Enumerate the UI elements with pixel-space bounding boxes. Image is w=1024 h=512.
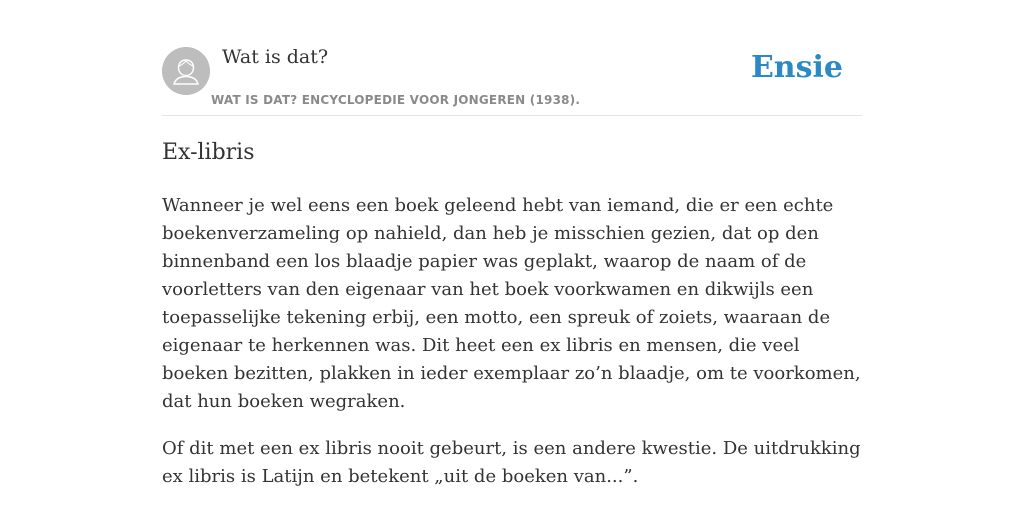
- article-title: Ex-libris: [162, 140, 255, 165]
- author-name[interactable]: Wat is dat?: [222, 46, 329, 68]
- author-avatar[interactable]: [162, 47, 210, 95]
- user-icon: [162, 47, 210, 95]
- article-paragraph: Of dit met een ex libris nooit gebeurt, is een andere kwestie. De uitdrukking ex libris is Latijn en betekent „uit de boeken van...”.: [162, 438, 861, 487]
- article-paragraph: Wanneer je wel eens een boek geleend hebt van iemand, die er een echte boekenverzameling op nahield, dan heb je misschien gezien, dat op den binnenband een los blaadje papier was geplakt, waarop de naam of de voorletters van den eigenaar van het boek voorkwamen en dikwijls een toepasselijke tekening erbij, een motto, een spreuk of zoiets, waaraan de eigenaar te herkennen was. Dit heet een ex libris en mensen, die veel boeken bezitten, plakken in ieder exemplaar zo’n blaadje, om te voorkomen, dat hun boeken wegraken.: [162, 195, 861, 412]
- article-header: [162, 0, 862, 116]
- brand-logo[interactable]: Ensie: [750, 50, 843, 85]
- source-reference: WAT IS DAT? ENCYCLOPEDIE VOOR JONGEREN (1938).: [211, 93, 581, 107]
- article-container: [162, 0, 862, 487]
